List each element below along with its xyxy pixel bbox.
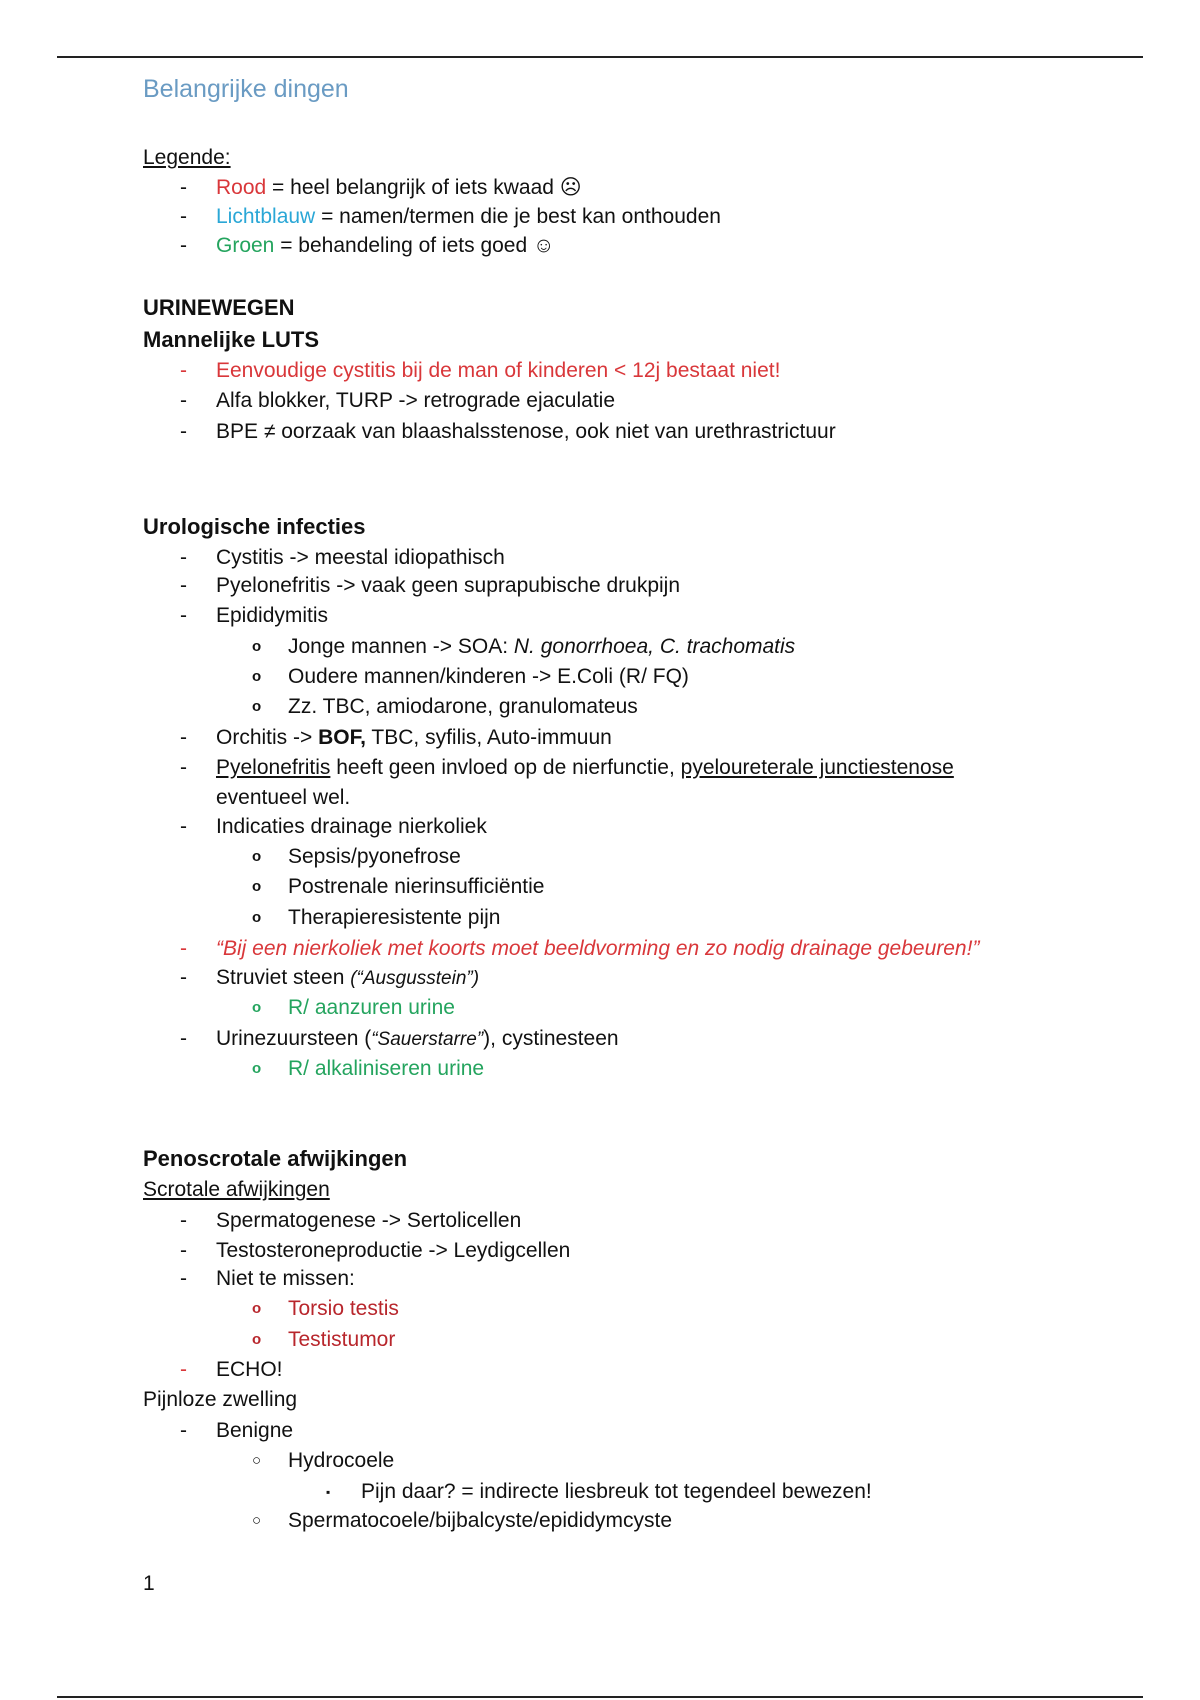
- pyelo-mid: heeft geen invloed op de nierfunctie,: [330, 756, 681, 779]
- subheading-luts: Mannelijke LUTS: [143, 327, 320, 352]
- bullet-circle: o: [252, 698, 262, 715]
- urinezuur-behandeling: R/ alkaliniseren urine: [288, 1057, 485, 1080]
- bullet-dash: -: [180, 1027, 187, 1050]
- peno-spermatogenese: Spermatogenese -> Sertolicellen: [216, 1209, 522, 1232]
- bullet-dash: -: [180, 937, 187, 960]
- bullet-circle: o: [252, 638, 262, 655]
- bullet-dash: -: [180, 574, 187, 597]
- legend-key-green: Groen: [216, 234, 275, 257]
- pyelo-underline-1: Pyelonefritis: [216, 756, 331, 779]
- luts-item-1: Eenvoudige cystitis bij de man of kinderen < 12j bestaat niet!: [216, 359, 781, 382]
- legend-key-red: Rood: [216, 176, 267, 199]
- urinezuur-pre: Urinezuursteen (: [216, 1027, 372, 1050]
- section-heading-urinewegen: URINEWEGEN: [143, 295, 295, 320]
- page-number: 1: [143, 1572, 155, 1595]
- bullet-circle: o: [252, 668, 262, 685]
- struviet-italic: (“Ausgusstein”): [350, 968, 480, 989]
- section-heading-infecties: Urologische infecties: [143, 514, 366, 539]
- epid-oudere-mannen: Oudere mannen/kinderen -> E.Coli (R/ FQ): [288, 665, 689, 688]
- infectie-cystitis: Cystitis -> meestal idiopathisch: [216, 546, 505, 569]
- bullet-dash: -: [180, 420, 187, 443]
- bullet-dash: -: [180, 1209, 187, 1232]
- orchitis-pre: Orchitis ->: [216, 726, 319, 749]
- page-title: Belangrijke dingen: [143, 75, 349, 103]
- bullet-circle: o: [252, 848, 262, 865]
- peno-niet-te-missen: Niet te missen:: [216, 1267, 355, 1290]
- infectie-epididymitis: Epididymitis: [216, 604, 329, 627]
- peno-echo: ECHO!: [216, 1358, 283, 1381]
- legend-item-green: [216, 233, 554, 259]
- bullet-dash: -: [180, 234, 187, 257]
- bullet-circle: o: [252, 999, 262, 1016]
- epid-jonge-mannen: [288, 634, 795, 660]
- bullet-circle: o: [252, 1060, 262, 1077]
- bullet-dash: -: [180, 359, 187, 382]
- legend-item-red: [216, 175, 582, 201]
- bullet-dash: -: [180, 1267, 187, 1290]
- infectie-pyelonefritis: Pyelonefritis -> vaak geen suprapubische drukpijn: [216, 574, 681, 597]
- bullet-square: ▪: [326, 1485, 331, 1499]
- struviet-behandeling: R/ aanzuren urine: [288, 996, 455, 1019]
- bullet-hollow-circle: ○: [252, 1452, 262, 1469]
- legend-text-blue: = namen/termen die je best kan onthouden: [315, 205, 721, 228]
- subheading-scrotaal: Scrotale afwijkingen: [143, 1178, 330, 1201]
- epid-jonge-text: Jonge mannen -> SOA:: [288, 635, 514, 658]
- pyelo-continuation: eventueel wel.: [216, 786, 351, 809]
- epid-zz: Zz. TBC, amiodarone, granulomateus: [288, 695, 638, 718]
- urinezuur-italic: “Sauerstarre”: [371, 1029, 484, 1050]
- peno-spermatocoele: Spermatocoele/bijbalcyste/epididymcyste: [288, 1509, 673, 1532]
- peno-torsio: Torsio testis: [288, 1297, 399, 1320]
- bullet-dash: -: [180, 1419, 187, 1442]
- bullet-dash: -: [180, 1239, 187, 1262]
- nierkoliek-quote: “Bij een nierkoliek met koorts moet beeldvorming en zo nodig drainage gebeuren!”: [216, 937, 980, 960]
- indicatie-pijn: Therapieresistente pijn: [288, 906, 501, 929]
- bullet-circle: o: [252, 1331, 262, 1348]
- pyelo-underline-2: pyeloureterale junctiestenose: [680, 756, 954, 779]
- legend-key-blue: Lichtblauw: [216, 205, 316, 228]
- legend-item-blue: [216, 204, 721, 230]
- bullet-dash: -: [180, 546, 187, 569]
- bullet-dash: -: [180, 815, 187, 838]
- infectie-orchitis: [216, 725, 612, 751]
- bullet-circle: o: [252, 878, 262, 895]
- pijnloze-zwelling: Pijnloze zwelling: [143, 1388, 298, 1411]
- bullet-hollow-circle: ○: [252, 1512, 262, 1529]
- bullet-dash: -: [180, 726, 187, 749]
- struviet-text: Struviet steen: [216, 966, 351, 989]
- bullet-dash: -: [180, 205, 187, 228]
- urinezuursteen: [216, 1026, 619, 1053]
- bullet-circle: o: [252, 909, 262, 926]
- legend-heading: Legende:: [143, 146, 231, 169]
- epid-jonge-italic: N. gonorrhoea, C. trachomatis: [513, 635, 796, 658]
- peno-benigne: Benigne: [216, 1419, 294, 1442]
- bullet-dash: -: [180, 389, 187, 412]
- infectie-pyelo-nierfunctie: [216, 755, 954, 781]
- bullet-dash: -: [180, 1358, 187, 1381]
- legend-text-red: = heel belangrijk of iets kwaad ☹: [266, 176, 582, 199]
- bullet-circle: o: [252, 1300, 262, 1317]
- orchitis-post: TBC, syfilis, Auto-immuun: [365, 726, 612, 749]
- peno-hydrocoele: Hydrocoele: [288, 1449, 395, 1472]
- footer-rule: [57, 1696, 1143, 1698]
- indicatie-postrenaal: Postrenale nierinsufficiëntie: [288, 875, 545, 898]
- bullet-dash: -: [180, 176, 187, 199]
- section-heading-penoscrotaal: Penoscrotale afwijkingen: [143, 1146, 408, 1171]
- peno-testosteron: Testosteroneproductie -> Leydigcellen: [216, 1239, 571, 1262]
- luts-item-3: BPE ≠ oorzaak van blaashalsstenose, ook niet van urethrastrictuur: [216, 420, 836, 443]
- peno-pijn-daar: Pijn daar? = indirecte liesbreuk tot tegendeel bewezen!: [361, 1480, 872, 1503]
- bullet-dash: -: [180, 966, 187, 989]
- bullet-dash: -: [180, 604, 187, 627]
- urinezuur-post: ), cystinesteen: [483, 1027, 619, 1050]
- header-rule: [57, 56, 1143, 58]
- peno-testistumor: Testistumor: [288, 1328, 396, 1351]
- orchitis-bold: BOF,: [318, 726, 366, 749]
- indicatie-sepsis: Sepsis/pyonefrose: [288, 845, 461, 868]
- bullet-dash: -: [180, 756, 187, 779]
- legend-text-green: = behandeling of iets goed ☺: [274, 234, 555, 257]
- struviet-steen: [216, 965, 479, 992]
- luts-item-2: Alfa blokker, TURP -> retrograde ejaculatie: [216, 389, 616, 412]
- infectie-indicaties: Indicaties drainage nierkoliek: [216, 815, 487, 838]
